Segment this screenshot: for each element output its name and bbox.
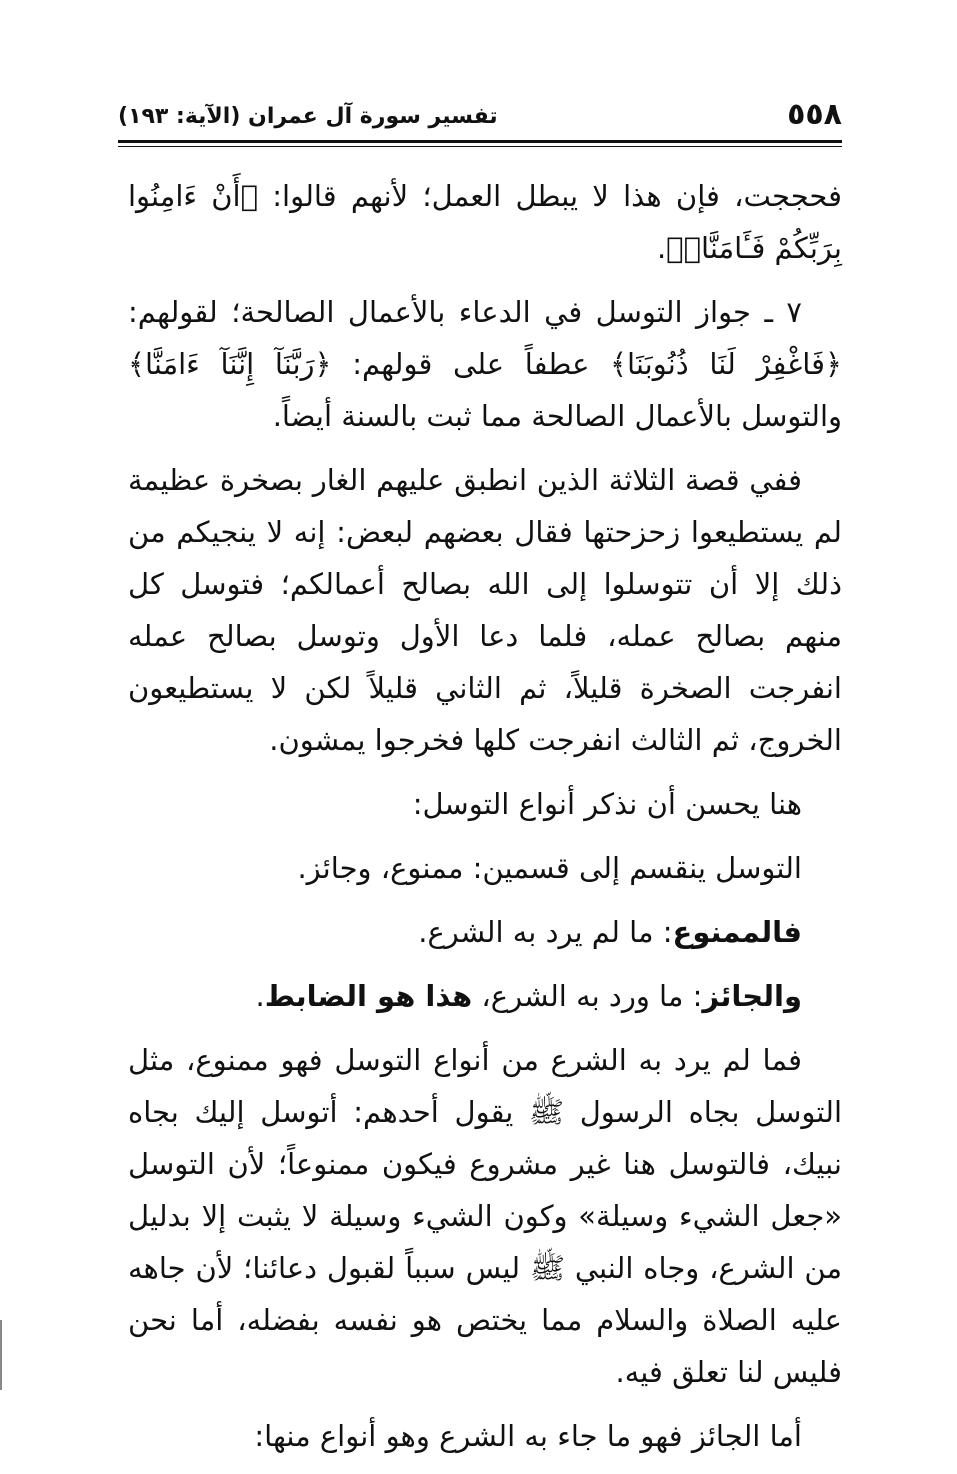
page-body bbox=[128, 170, 842, 1474]
paragraph-2: ٧ ـ جواز التوسل في الدعاء بالأعمال الصالحة؛ لقولهم: ﴿فَاغْفِرْ لَنَا ذُنُوبَنَا﴾ عطفاً على قولهم: ﴿رَبَّنَآ إِنَّنَآ ءَامَنَّا﴾ والتوسل بالأعمال الصالحة مما ثبت بالسنة أيضاً. bbox=[128, 295, 842, 433]
paragraph-3: ففي قصة الثلاثة الذين انطبق عليهم الغار بصخرة عظيمة لم يستطيعوا زحزحتها فقال بعضهم لبعض: إنه لا ينجيكم من ذلك إلا أن تتوسلوا إلى الله بصالح أعمالكم؛ فتوسل كل منهم بصالح عمله، فلما دعا الأول وتوسل بصالح عمله انفرجت الصخرة قليلاً، ثم الثاني قليلاً لكن لا يستطيعون الخروج، ثم الثالث انفرجت كلها فخرجوا يمشون. bbox=[128, 463, 842, 757]
page-number: ٥٥٨ bbox=[787, 97, 842, 132]
paragraph-7-end: . bbox=[255, 979, 265, 1013]
paragraph-1: فحججت، فإن هذا لا يبطل العمل؛ لأنهم قالوا: ﴿أَنْ ءَامِنُوا بِرَبِّكُمْ فَـَٔامَنَّاۚ﴾. bbox=[128, 179, 842, 265]
paragraph-7 bbox=[128, 970, 842, 1022]
paragraph-9: أما الجائز فهو ما جاء به الشرع وهو أنواع منها: bbox=[254, 1419, 802, 1453]
scan-margin-line bbox=[0, 1320, 2, 1390]
header-rule-thick bbox=[118, 140, 842, 143]
paragraph-6 bbox=[128, 906, 842, 958]
rule-emphasis: هذا هو الضابط bbox=[264, 979, 473, 1013]
term-permitted: والجائز bbox=[702, 979, 802, 1013]
paragraph-8: فما لم يرد به الشرع من أنواع التوسل فهو ممنوع، مثل التوسل بجاه الرسول ﷺ يقول أحدهم: أتوسل إليك بجاه نبيك، فالتوسل هنا غير مشروع فيكون ممنوعاً؛ لأن التوسل «جعل الشيء وسيلة» وكون الشيء وسيلة لا يثبت إلا بدليل من الشرع، وجاه النبي ﷺ ليس سبباً لقبول دعائنا؛ لأن جاهه عليه الصلاة والسلام مما يختص هو نفسه بفضله، أما نحن فليس لنا تعلق فيه. bbox=[128, 1043, 842, 1389]
definition-permitted: : ما ورد به الشرع، bbox=[472, 979, 703, 1013]
paragraph-5: التوسل ينقسم إلى قسمين: ممنوع، وجائز. bbox=[297, 851, 802, 885]
header-rule-thin bbox=[118, 146, 842, 147]
page-header bbox=[118, 92, 842, 132]
running-title: تفسير سورة آل عمران (الآية: ١٩٣) bbox=[118, 104, 498, 129]
paragraph-4: هنا يحسن أن نذكر أنواع التوسل: bbox=[412, 787, 802, 821]
term-forbidden: فالممنوع bbox=[672, 915, 802, 949]
definition-forbidden: : ما لم يرد به الشرع. bbox=[418, 915, 673, 949]
